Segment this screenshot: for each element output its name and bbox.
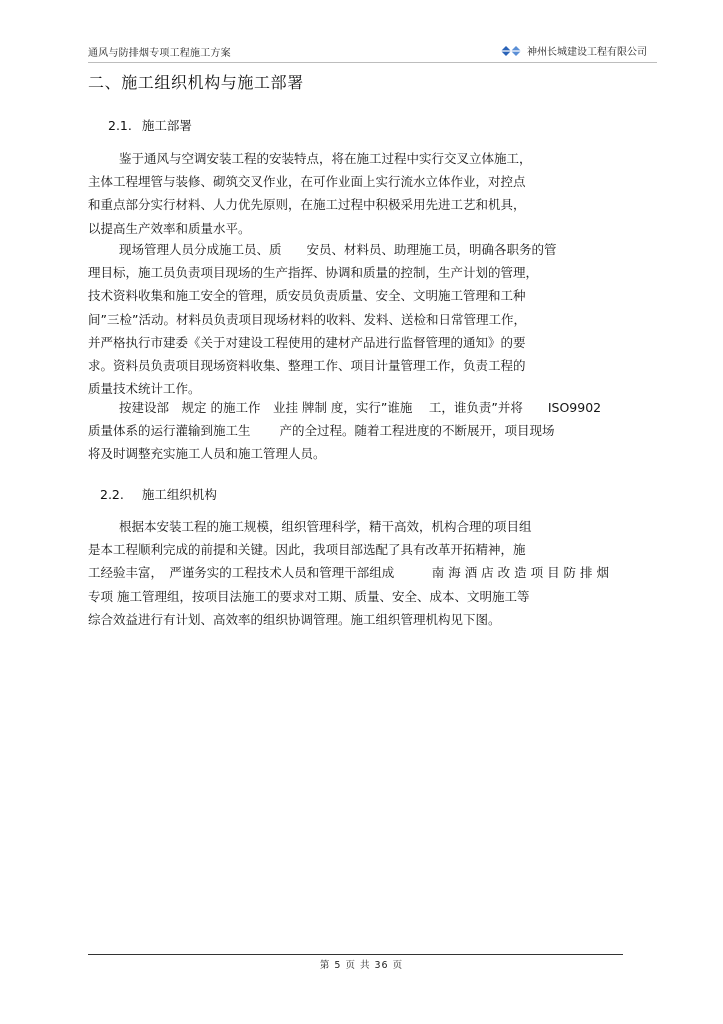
paragraph-line: 主体工程埋管与装修、砌筑交叉作业，在可作业面上实行流水立体作业，对控点 [88, 174, 526, 190]
paragraph-line: 现场管理人员分成施工员、质 安员、材料员、助理施工员，明确各职务的管 [119, 242, 557, 257]
header-divider [88, 62, 657, 63]
paragraph-line: 质量技术统计工作。 [88, 381, 201, 397]
paragraph-deployment-1 [88, 147, 660, 240]
subsection-number: 2.1. [108, 118, 132, 133]
paragraph-line: 工经验丰富， 严谨务实的工程技术人员和管理干部组成 南 海 酒 店 改 造 项 目 防 排 烟 [88, 565, 609, 581]
document-header-title: 通风与防排烟专项工程施工方案 [88, 48, 231, 59]
paragraph-line: 根据本安装工程的施工规模，组织管理科学，精干高效，机构合理的项目组 [119, 519, 532, 534]
paragraph-line: 是本工程顺利完成的前提和关键。因此，我项目部选配了具有改革开拓精神，施 [88, 542, 526, 558]
subsection-heading-2-1 [108, 116, 192, 134]
paragraph-line: 以提高生产效率和质量水平。 [88, 220, 251, 236]
paragraph-line: 鉴于通风与空调安装工程的安装特点，将在施工过程中实行交叉立体施工， [119, 151, 532, 166]
subsection-number: 2.2. [100, 487, 124, 502]
paragraph-line: 专项 施工管理组，按项目法施工的要求对工期、质量、安全、成本、文明施工等 [88, 588, 530, 604]
paragraph-line: 综合效益进行有计划、高效率的组织协调管理。施工组织管理机构见下图。 [88, 611, 501, 627]
paragraph-line: 理目标，施工员负责项目现场的生产指挥、协调和质量的控制，生产计划的管理， [88, 265, 539, 281]
paragraph-line: 将及时调整充实施工人员和施工管理人员。 [88, 446, 326, 462]
section-title: 二、施工组织机构与施工部署 [88, 73, 304, 92]
company-name: 神州长城建设工程有限公司 [527, 47, 647, 58]
paragraph-line: 质量体系的运行灌输到施工生 产的全过程。随着工程进度的不断展开，项目现场 [88, 423, 555, 439]
paragraph-line: 间”三检”活动。材料员负责项目现场材料的收料、发料、送检和日常管理工作， [88, 311, 526, 327]
paragraph-deployment-3 [88, 396, 660, 466]
paragraph-organization [88, 515, 660, 631]
company-logo-icon [500, 45, 522, 57]
subsection-heading-2-2 [100, 485, 217, 503]
paragraph-line: 求。资料员负责项目现场资料收集、整理工作、项目计量管理工作，负责工程的 [88, 358, 526, 374]
paragraph-line: 和重点部分实行材料、人力优先原则，在施工过程中积极采用先进工艺和机具， [88, 197, 526, 213]
subsection-title: 施工组织机构 [141, 487, 217, 502]
company-header [500, 43, 647, 58]
paragraph-deployment-2 [88, 238, 660, 400]
page-number: 第 5 页 共 36 页 [319, 960, 404, 971]
subsection-title: 施工部署 [141, 118, 192, 133]
paragraph-line: 并严格执行市建委《关于对建设工程使用的建材产品进行监督管理的通知》的要 [88, 334, 526, 350]
paragraph-line: 按建设部 规定 的施工作 业挂 牌制 度，实行”谁施 工，谁负责”并将 ISO9902 [119, 400, 602, 415]
footer-divider [88, 954, 623, 955]
paragraph-line: 技术资料收集和施工安全的管理，质安员负责质量、安全、文明施工管理和工种 [88, 288, 526, 304]
